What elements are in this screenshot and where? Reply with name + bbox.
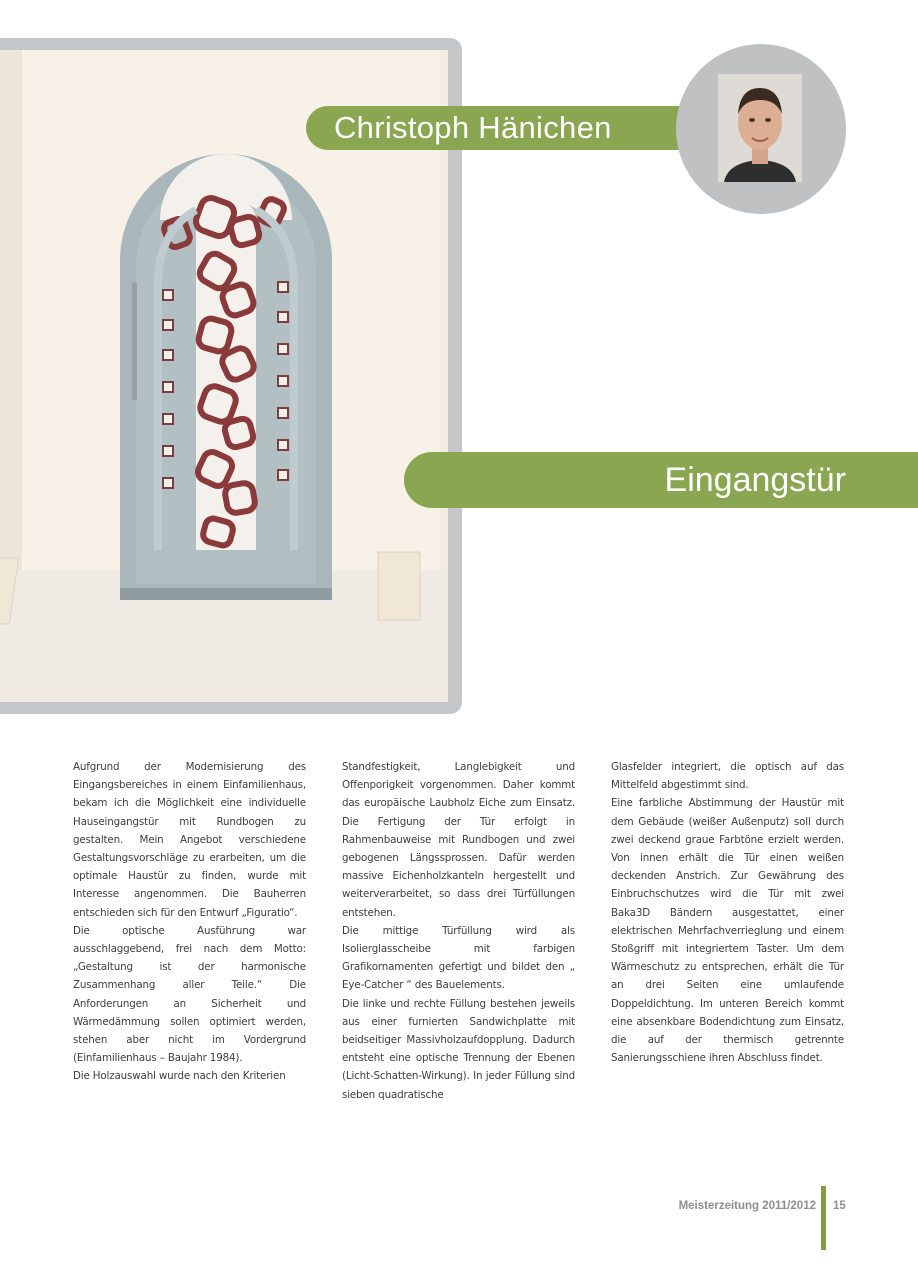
paragraph: Glasfelder integriert, die optisch auf das Mittelfeld abgestimmt sind.	[611, 761, 844, 792]
article-title: Eingangstür	[664, 461, 846, 499]
paragraph: Standfestigkeit, Langlebigkeit und Offenporigkeit vorgenommen. Daher kommt das europäische Laubholz Eiche zum Einsatz. Die Fertigung der Tür erfolgt in Rahmenbauweise mit Rundbogen und zwei gebogenen Längssprossen. Dafür werden massive Eichenholzkanteln hergestellt und weiterverarbeitet, so dass drei Türfüllungen entstehen.	[342, 761, 575, 919]
portrait-photo	[718, 74, 802, 182]
page-number: 15	[833, 1200, 846, 1212]
paragraph: Die mittige Türfüllung wird als Isolierglasscheibe mit farbigen Grafikornamenten gefertigt und bildet den „ Eye-Catcher “ des Bauelements.	[342, 924, 575, 992]
footer-divider	[821, 1186, 826, 1250]
text-column-2	[342, 758, 575, 1104]
paragraph: Aufgrund der Modernisierung des Eingangsbereiches in einem Einfamilienhaus, bekam ich die Möglichkeit eine individuelle Hauseingangstür mit Rundbogen zu gestalten. Mein Angebot verschiedene Gestaltungsvorschläge zu erarbeiten, um die optimale Haustür zu finden, wurde mit Interesse angenommen. Die Bauherren entschieden sich für den Entwurf „Figuratio“.	[73, 761, 306, 919]
support-block-right	[378, 552, 420, 620]
footer-magazine: Meisterzeitung 2011/2012	[678, 1200, 816, 1212]
paragraph: Eine farbliche Abstimmung der Haustür mit dem Gebäude (weißer Außenputz) soll durch zwei deckend graue Farbtöne erzielt werden. Von innen erhält die Tür einen weißen deckenden Anstrich. Zur Gewährung des Einbruchschutzes wird die Tür mit zwei Baka3D Bändern ausgestattet, einer elektrischen Mehrfachverrieglung und einem Stoßgriff mit integriertem Taster. Um dem Wärmeschutz zu entsprechen, erhält die Tür an drei Seiten eine umlaufende Doppeldichtung. Im unteren Bereich kommt eine absenkbare Bodendichtung zum Einsatz, die auf der thermisch getrennte Sanierungsschiene ihren Abschluss findet.	[611, 797, 844, 1065]
right-glass-fields	[278, 282, 288, 480]
door-handle	[132, 282, 137, 400]
door-sill	[120, 588, 332, 600]
paragraph: Die linke und rechte Füllung bestehen jeweils aus einer furnierten Sandwichplatte mit beidseitiger Massivholzaufdopplung. Dadurch entsteht eine optische Trennung der Ebenen (Licht-Schatten-Wirkung). In jeder Füllung sind sieben quadratische	[342, 997, 575, 1101]
portrait-illustration	[718, 74, 802, 182]
paragraph: Die Holzauswahl wurde nach den Kriterien	[73, 1070, 286, 1083]
paragraph: Die optische Ausführung war ausschlaggebend, frei nach dem Motto: „Gestaltung ist der harmonische Zusammenhang aller Teile.“ Die Anforderungen an Sicherheit und Wärmedämmung sollen optimiert werden, stehen aber nicht im Vordergrund (Einfamilienhaus – Baujahr 1984).	[73, 924, 306, 1065]
person-name: Christoph Hänichen	[334, 110, 612, 145]
text-column-3	[611, 758, 844, 1067]
text-column-1	[73, 758, 306, 1086]
